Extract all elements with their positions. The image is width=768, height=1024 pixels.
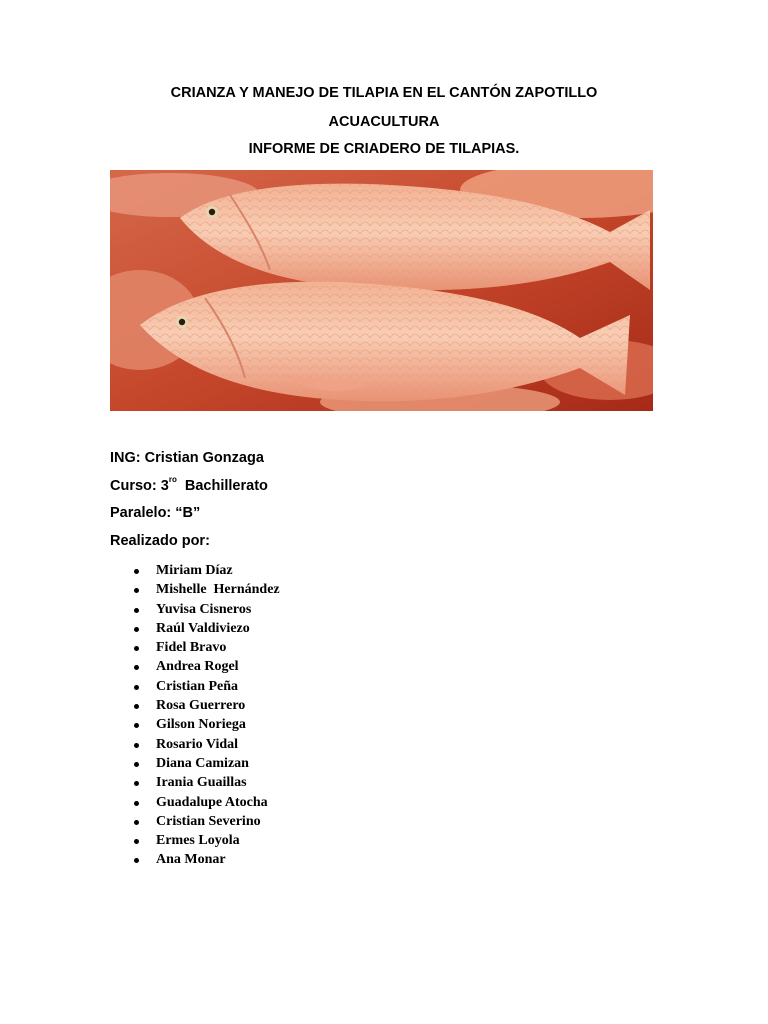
bullet-icon	[134, 839, 139, 844]
list-item	[110, 793, 280, 812]
bullet-icon	[134, 762, 139, 767]
list-item	[110, 561, 280, 580]
bullet-icon	[134, 820, 139, 825]
document-subject: ACUACULTURA	[328, 114, 440, 130]
member-name: Ana Monar	[156, 852, 226, 868]
list-item	[110, 619, 280, 638]
course-label: Curso: 3	[110, 478, 169, 494]
list-item	[110, 580, 280, 599]
list-item	[110, 850, 280, 869]
list-item	[110, 735, 280, 754]
list-item	[110, 600, 280, 619]
member-name: Guadalupe Atocha	[156, 794, 268, 810]
bullet-icon	[134, 801, 139, 806]
list-item	[110, 657, 280, 676]
tilapia-fish-illustration	[110, 170, 653, 411]
course-level: Bachillerato	[176, 478, 268, 494]
bullet-icon	[134, 704, 139, 709]
document-title: CRIANZA Y MANEJO DE TILAPIA EN EL CANTÓN ZAPOTILLO	[170, 85, 598, 101]
section-line: Paralelo: “B”	[110, 505, 201, 521]
document-subtitle: INFORME DE CRIADERO DE TILAPIAS.	[248, 141, 520, 157]
member-name: Fidel Bravo	[156, 640, 227, 656]
bullet-icon	[134, 781, 139, 786]
member-name: Irania Guaillas	[156, 775, 247, 791]
member-name: Rosario Vidal	[156, 736, 239, 752]
member-name: Andrea Rogel	[156, 659, 239, 675]
members-list	[110, 561, 280, 870]
bullet-icon	[134, 665, 139, 670]
bullet-icon	[134, 569, 139, 574]
member-name: Rosa Guerrero	[156, 698, 246, 714]
list-item	[110, 773, 280, 792]
bullet-icon	[134, 608, 139, 613]
list-item	[110, 754, 280, 773]
bullet-icon	[134, 627, 139, 632]
list-item	[110, 831, 280, 850]
list-item	[110, 677, 280, 696]
list-item	[110, 696, 280, 715]
list-item	[110, 638, 280, 657]
bullet-icon	[134, 723, 139, 728]
bullet-icon	[134, 858, 139, 863]
bullet-icon	[134, 588, 139, 593]
member-name: Raúl Valdiviezo	[156, 620, 250, 636]
list-item	[110, 812, 280, 831]
member-name: Diana Camizan	[156, 755, 249, 771]
bullet-icon	[134, 743, 139, 748]
member-name: Miriam Díaz	[156, 563, 233, 578]
member-name: Gilson Noriega	[156, 717, 246, 733]
bullet-icon	[134, 685, 139, 690]
member-name: Cristian Severino	[156, 813, 261, 829]
course-line	[110, 475, 268, 494]
tilapia-photo	[110, 170, 653, 411]
authors-heading: Realizado por:	[110, 533, 210, 549]
member-name: Yuvisa Cisneros	[156, 601, 252, 617]
member-name: Ermes Loyola	[156, 833, 240, 849]
member-name: Mishelle Hernández	[156, 582, 280, 598]
list-item	[110, 715, 280, 734]
bullet-icon	[134, 646, 139, 651]
course-ordinal: ro	[168, 475, 177, 485]
member-name: Cristian Peña	[156, 678, 239, 694]
engineer-name: ING: Cristian Gonzaga	[110, 450, 264, 466]
